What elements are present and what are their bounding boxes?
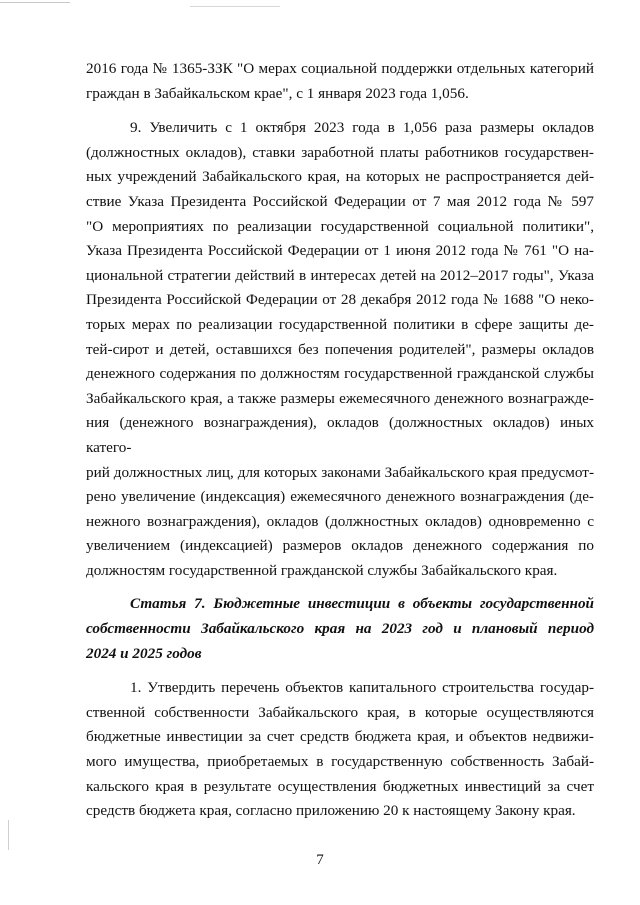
heading-line: Статья 7. Бюджетные инвестиции в объекты государственной xyxy=(130,595,594,613)
text-line: торых мерах по реализации государственной политики в сфере защиты де- xyxy=(86,315,594,333)
text-line: должностям государственной гражданской службы Забайкальского края. xyxy=(86,561,558,579)
heading-line: собственности Забайкальского края на 2023 год и плановый период xyxy=(86,620,594,638)
text-line: ственной собственности Забайкальского края, в которые осуществляются xyxy=(86,703,594,721)
text-line: кальского края в результате осуществления бюджетных инвестиций за счет xyxy=(86,777,594,795)
text-line: циональной стратегии действий в интересах детей на 2012–2017 годы", Указа xyxy=(86,266,594,284)
text-line: нежного вознаграждения), окладов (должностных окладов) одновременно с xyxy=(86,512,594,530)
text-line: тей-сирот и детей, оставшихся без попечения родителей", размеры окладов xyxy=(86,340,594,358)
text-line: "О мероприятиях по реализации государственной социальной политики", xyxy=(86,217,594,235)
document-body xyxy=(86,57,594,824)
text-line: мого имущества, приобретаемых в государственную собственность Забай- xyxy=(86,753,594,771)
paragraph-9 xyxy=(86,116,594,583)
text-line: увеличением (индексацией) размеров окладов денежного содержания по xyxy=(86,537,594,555)
scan-artifact-top-mid xyxy=(190,6,280,7)
text-line: Указа Президента Российской Федерации от 1 июня 2012 года № 761 "О на- xyxy=(86,242,594,260)
article-7-heading xyxy=(86,592,594,666)
heading-line: 2024 и 2025 годов xyxy=(86,644,202,662)
text-line: денежного содержания по должностям государственной гражданской службы xyxy=(86,365,594,383)
paragraph-continuation xyxy=(86,57,594,106)
text-line: Забайкальского края, а также размеры ежемесячного денежного вознагражде- xyxy=(86,389,594,407)
text-line: ных учреждений Забайкальского края, на которых не распространяется дей- xyxy=(86,168,594,186)
text-line: 9. Увеличить с 1 октября 2023 года в 1,056 раза размеры окладов xyxy=(130,119,594,137)
text-line: Президента Российской Федерации от 28 декабря 2012 года № 1688 "О неко- xyxy=(86,291,594,309)
text-line: средств бюджета края, согласно приложению 20 к настоящему Закону края. xyxy=(86,802,576,820)
page-number: 7 xyxy=(316,852,324,868)
text-line: 1. Утвердить перечень объектов капитального строительства государ- xyxy=(130,679,594,697)
text-line: граждан в Забайкальском крае", с 1 января 2023 года 1,056. xyxy=(86,84,469,102)
paragraph-1 xyxy=(86,676,594,824)
text-line: рий должностных лиц, для которых законами Забайкальского края предусмот- xyxy=(86,463,594,481)
text-line: рено увеличение (индексация) ежемесячного денежного вознаграждения (де- xyxy=(86,488,594,506)
text-line: ствие Указа Президента Российской Федерации от 7 мая 2012 года № 597 xyxy=(86,192,594,210)
scan-artifact-top-left xyxy=(0,2,70,3)
text-line: (должностных окладов), ставки заработной платы работников государствен- xyxy=(86,143,594,161)
scan-artifact-left-edge xyxy=(8,820,9,850)
text-line: 2016 года № 1365-ЗЗК "О мерах социальной поддержки отдельных категорий xyxy=(86,60,594,77)
text-line: ния (денежного вознаграждения), окладов (должностных окладов) иных катего- xyxy=(86,414,594,456)
text-line: бюджетные инвестиции за счет средств бюджета края, и объектов недвижи- xyxy=(86,728,594,746)
